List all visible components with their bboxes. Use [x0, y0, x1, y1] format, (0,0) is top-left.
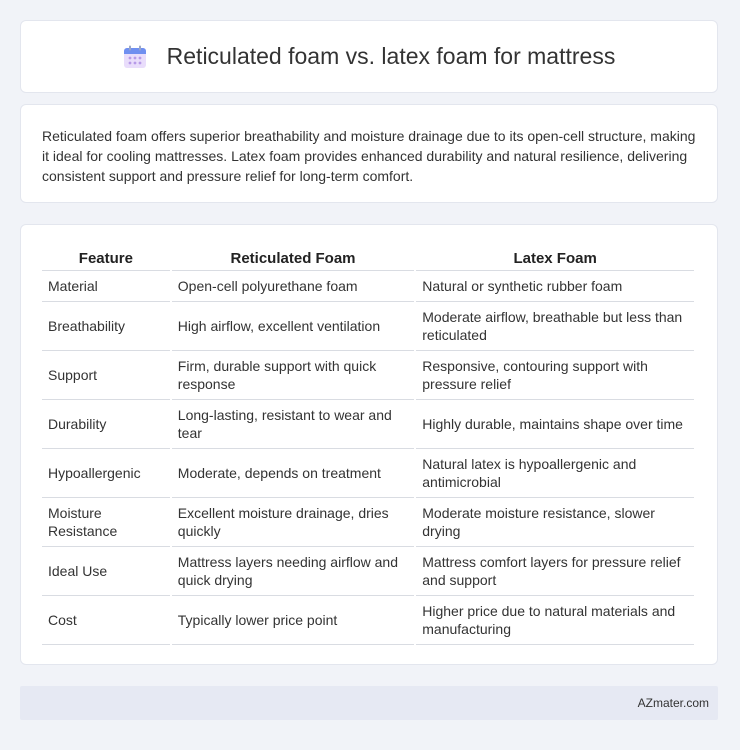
latex-cell: Responsive, contouring support with pressure relief — [416, 351, 694, 400]
reticulated-cell: Mattress layers needing airflow and quick drying — [172, 547, 414, 596]
table-row — [42, 596, 694, 645]
latex-cell: Natural latex is hypoallergenic and antimicrobial — [416, 449, 694, 498]
latex-cell: Highly durable, maintains shape over time — [416, 400, 694, 449]
comparison-table — [40, 247, 696, 645]
feature-cell: Ideal Use — [42, 547, 170, 596]
column-header-latex: Latex Foam — [416, 247, 694, 271]
table-card — [20, 224, 718, 665]
latex-cell: Natural or synthetic rubber foam — [416, 271, 694, 302]
footer — [20, 686, 718, 720]
reticulated-cell: Firm, durable support with quick response — [172, 351, 414, 400]
reticulated-cell: High airflow, excellent ventilation — [172, 302, 414, 351]
reticulated-cell: Excellent moisture drainage, dries quickly — [172, 498, 414, 547]
table-header-row — [42, 247, 694, 271]
title-card — [20, 20, 718, 93]
feature-cell: Hypoallergenic — [42, 449, 170, 498]
table-row — [42, 351, 694, 400]
feature-cell: Cost — [42, 596, 170, 645]
intro-text: Reticulated foam offers superior breathability and moisture drainage due to its open-cell structure, making it ideal for cooling mattresses. Latex foam provides enhanced durability and natural resilience, delivering consistent support and pressure relief for long-term comfort. — [42, 128, 696, 184]
feature-cell: Durability — [42, 400, 170, 449]
page-title: Reticulated foam vs. latex foam for mattress — [166, 43, 616, 69]
feature-cell: Moisture Resistance — [42, 498, 170, 547]
latex-cell: Moderate moisture resistance, slower drying — [416, 498, 694, 547]
intro-card — [20, 104, 718, 203]
feature-cell: Material — [42, 271, 170, 302]
column-header-feature: Feature — [42, 247, 170, 271]
table-row — [42, 400, 694, 449]
latex-cell: Mattress comfort layers for pressure relief and support — [416, 547, 694, 596]
table-row — [42, 449, 694, 498]
latex-cell: Higher price due to natural materials and manufacturing — [416, 596, 694, 645]
reticulated-cell: Open-cell polyurethane foam — [172, 271, 414, 302]
reticulated-cell: Typically lower price point — [172, 596, 414, 645]
feature-cell: Breathability — [42, 302, 170, 351]
table-row — [42, 498, 694, 547]
calendar-icon — [123, 45, 147, 69]
latex-cell: Moderate airflow, breathable but less than reticulated — [416, 302, 694, 351]
footer-site-link[interactable]: AZmater.com — [637, 696, 709, 710]
reticulated-cell: Moderate, depends on treatment — [172, 449, 414, 498]
table-row — [42, 271, 694, 302]
table-row — [42, 547, 694, 596]
column-header-reticulated: Reticulated Foam — [172, 247, 414, 271]
table-row — [42, 302, 694, 351]
feature-cell: Support — [42, 351, 170, 400]
reticulated-cell: Long-lasting, resistant to wear and tear — [172, 400, 414, 449]
